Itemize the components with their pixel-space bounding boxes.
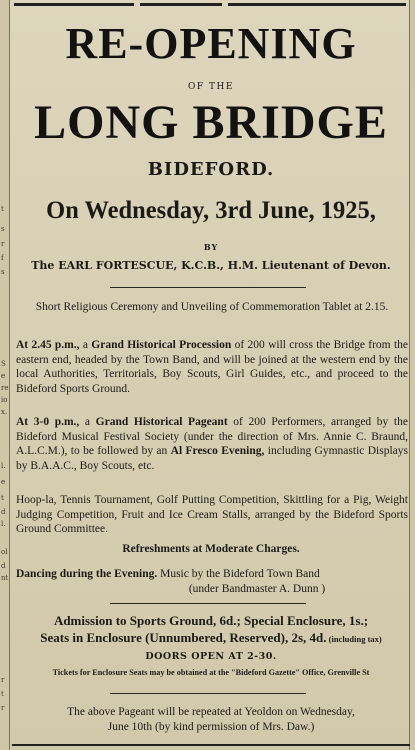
pageant-text: of 200 Performers, arranged by the Bideford Musical Festival Society (under the direction of Mrs. Annie C. Braund, A.L.C.M.), to be followed by an (16, 416, 408, 457)
margin-fragment: t (1, 205, 4, 213)
headline-long-bridge: LONG BRIDGE (34, 96, 388, 149)
procession-time: At 2.45 p.m., (16, 339, 80, 351)
margin-fragment: t (1, 690, 4, 698)
town-name: BIDEFORD. (147, 159, 275, 180)
margin-fragment: s (1, 268, 5, 276)
divider-3 (110, 693, 306, 694)
amusements-paragraph: Hoop-la, Tennis Tournament, Golf Putting Competition, Skittling for a Pig, Weight Judging Competition, Fruit and Ice Cream Stalls, arranged by the Bideford Sports Ground Committee. (16, 494, 408, 535)
pageant-paragraph: At 3-0 p.m., a Grand Historical Pageant of 200 Performers, arranged by the Bideford Musical Festival Society (under the direction of Mrs. Annie C. Braund, A.L.C.M.), to be followed by an Al Fresco Evening, including Gymnastic Displays by B.A.A.C., Boy Scouts, etc. (16, 416, 408, 472)
margin-fragment: f (1, 254, 4, 262)
divider-2 (110, 603, 306, 604)
repeat-line-1: The above Pageant will be repeated at Yeoldon on Wednesday, (67, 706, 355, 718)
margin-fragment: t (1, 494, 4, 502)
top-rule-middle (140, 3, 222, 6)
margin-fragment: d (1, 562, 6, 570)
top-rule-left (14, 3, 134, 6)
margin-fragment: r (1, 704, 5, 712)
margin-fragment: ol (1, 548, 8, 556)
procession-text: of 200 will cross the Bridge from the eastern end, headed by the Town Band, and will be joined at the western end by the local Authorities, Territorials, Boy Scouts, Girl Guides, etc., and proceed to the Bideford Sports Ground. (16, 339, 408, 395)
bottom-rule (12, 744, 410, 746)
margin-fragment: io (1, 396, 8, 404)
margin-fragment: re (1, 384, 9, 392)
tickets-line: Tickets for Enclosure Seats may be obtained at the "Bideford Gazette" Office, Grenville St (52, 668, 370, 677)
margin-fragment: l. (1, 462, 6, 470)
pageant-text-2: including Gymnastic Displays by B.A.A.C., Boy Scouts, etc. (16, 445, 408, 472)
repeat-notice (12, 705, 410, 735)
margin-fragment: l. (1, 520, 6, 528)
admission-line-1: Admission to Sports Ground, 6d.; Special Enclosure, 1s.; (53, 613, 369, 628)
margin-fragment: nt (1, 574, 9, 582)
of-the-label: OF THE (188, 82, 234, 92)
event-date: On Wednesday, 3rd June, 1925, (46, 197, 376, 224)
pageant-title: Grand Historical Pageant (95, 416, 228, 428)
margin-fragment: e (1, 478, 6, 486)
admission-line-2: Seats in Enclosure (Unnumbered, Reserved), 2s, 4d. (including tax) (40, 630, 382, 645)
margin-fragment: e (1, 372, 6, 380)
headline-reopening: RE-OPENING (65, 19, 357, 68)
opener-name: The EARL FORTESCUE, K.C.B., H.M. Lieutenant of Devon. (31, 259, 391, 272)
margin-fragment: s (1, 225, 5, 233)
divider-1 (110, 287, 306, 288)
margin-fragment: d (1, 508, 6, 516)
pageant-time: At 3-0 p.m., (16, 416, 80, 428)
dancing-text: Music by the Bideford Town Band (157, 568, 320, 580)
margin-fragment: S (1, 360, 6, 368)
ceremony-paragraph: Short Religious Ceremony and Unveiling of Commemoration Tablet at 2.15. (35, 301, 389, 313)
refreshments-line: Refreshments at Moderate Charges. (122, 543, 300, 555)
dancing-text-2: (under Bandmaster A. Dunn ) (188, 583, 326, 595)
procession-paragraph: At 2.45 p.m., a Grand Historical Procession of 200 will cross the Bridge from the eastern end, headed by the Town Band, and will be joined at the western end by the local Authorities, Territorials, Boy Scouts, Girl Guides, etc., and proceed to the Bideford Sports Ground. (16, 339, 408, 395)
margin-fragment: x. (1, 408, 8, 416)
repeat-line-2: June 10th (by kind permission of Mrs. Daw.) (107, 721, 315, 733)
al-fresco-title: Al Fresco Evening, (170, 445, 265, 457)
tax-note: (including tax) (326, 634, 382, 644)
procession-title: Grand Historical Procession (91, 339, 232, 351)
doors-open-line: DOORS OPEN AT 2-30. (145, 651, 277, 662)
margin-fragment: r (1, 240, 5, 248)
by-label: BY (203, 242, 219, 252)
margin-fragment: r (1, 676, 5, 684)
top-rule-right (228, 3, 406, 6)
dancing-title: Dancing during the Evening. (16, 568, 158, 580)
admission-block (12, 612, 410, 648)
dancing-paragraph (16, 567, 408, 597)
